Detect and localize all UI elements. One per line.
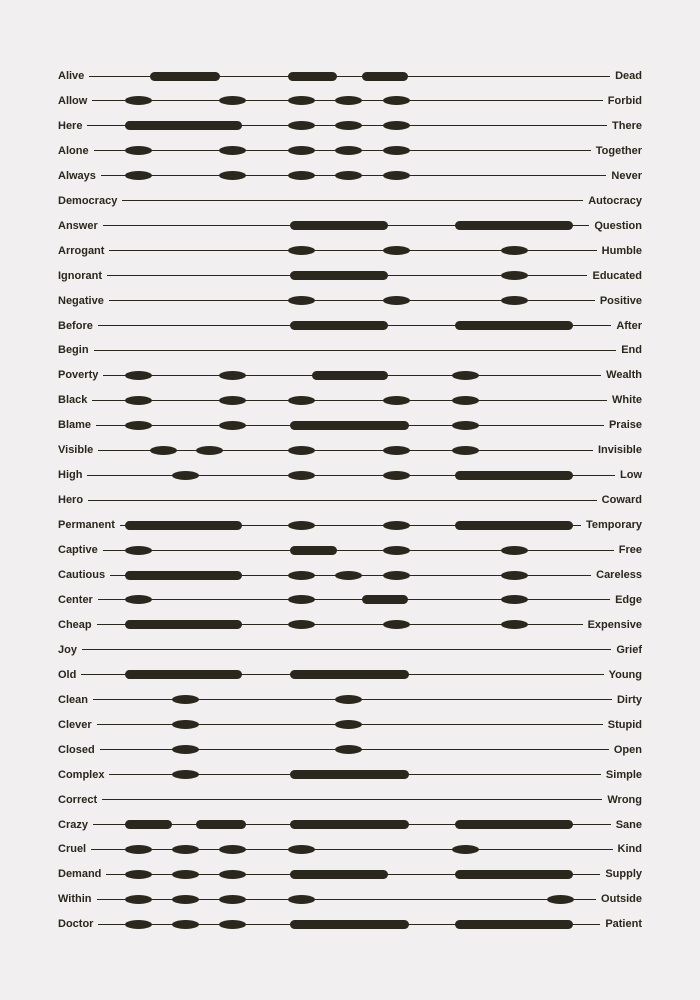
mark (383, 171, 410, 180)
mark (455, 870, 573, 879)
scale-row (58, 342, 642, 358)
right-label: Dead (610, 68, 642, 84)
mark (335, 745, 362, 754)
right-label: Invisible (593, 442, 642, 458)
left-label: Alone (58, 143, 94, 159)
scale-row (58, 318, 642, 334)
mark (125, 521, 242, 530)
mark (219, 920, 246, 929)
mark (219, 96, 246, 105)
mark (455, 920, 573, 929)
left-label: Ignorant (58, 268, 107, 284)
left-label: Visible (58, 442, 98, 458)
mark (196, 446, 223, 455)
mark (290, 321, 388, 330)
scale-row (58, 268, 642, 284)
mark (335, 121, 362, 130)
scale-line (58, 76, 642, 77)
scale-row (58, 243, 642, 259)
mark (383, 121, 410, 130)
scale-row (58, 68, 642, 84)
mark (219, 895, 246, 904)
mark (125, 146, 152, 155)
left-label: Answer (58, 218, 103, 234)
left-label: Closed (58, 742, 100, 758)
left-label: High (58, 467, 87, 483)
mark (290, 546, 337, 555)
right-label: Open (609, 742, 642, 758)
left-label: Clean (58, 692, 93, 708)
right-label: Grief (611, 642, 642, 658)
mark (290, 421, 409, 430)
scale-row (58, 467, 642, 483)
mark (288, 471, 315, 480)
scale-row (58, 742, 642, 758)
left-label: Demand (58, 866, 106, 882)
mark (219, 870, 246, 879)
mark (290, 221, 388, 230)
mark (455, 521, 573, 530)
right-label: White (607, 392, 642, 408)
mark (125, 620, 242, 629)
mark (288, 571, 315, 580)
left-label: Democracy (58, 193, 122, 209)
left-label: Hero (58, 492, 88, 508)
mark (501, 620, 528, 629)
mark (125, 371, 152, 380)
right-label: End (616, 342, 642, 358)
scale-row (58, 417, 642, 433)
scale-row (58, 168, 642, 184)
scale-row (58, 293, 642, 309)
mark (125, 920, 152, 929)
mark (172, 870, 199, 879)
scale-row (58, 367, 642, 383)
left-label: Alive (58, 68, 89, 84)
mark (501, 246, 528, 255)
right-label: Expensive (583, 617, 642, 633)
mark (383, 571, 410, 580)
left-label: Always (58, 168, 101, 184)
mark (288, 620, 315, 629)
mark (125, 571, 242, 580)
mark (288, 446, 315, 455)
mark (172, 770, 199, 779)
right-label: Dirty (612, 692, 642, 708)
right-label: Patient (600, 916, 642, 932)
right-label: Positive (595, 293, 642, 309)
scale-row (58, 717, 642, 733)
left-label: Center (58, 592, 98, 608)
mark (290, 271, 388, 280)
right-label: There (607, 118, 642, 134)
mark (196, 820, 246, 829)
mark (288, 96, 315, 105)
left-label: Blame (58, 417, 96, 433)
mark (383, 471, 410, 480)
scale-row (58, 891, 642, 907)
left-label: Cheap (58, 617, 97, 633)
left-label: Within (58, 891, 97, 907)
mark (150, 72, 220, 81)
mark (125, 820, 172, 829)
mark (335, 171, 362, 180)
left-label: Crazy (58, 817, 93, 833)
mark (383, 521, 410, 530)
mark (290, 820, 409, 829)
scale-row (58, 542, 642, 558)
left-label: Clever (58, 717, 97, 733)
mark (288, 845, 315, 854)
right-label: Free (614, 542, 642, 558)
mark (501, 546, 528, 555)
left-label: Complex (58, 767, 109, 783)
mark (125, 96, 152, 105)
mark (125, 845, 152, 854)
scale-line (58, 649, 642, 650)
mark (125, 121, 242, 130)
mark (172, 895, 199, 904)
mark (452, 371, 479, 380)
mark (362, 595, 409, 604)
mark (362, 72, 409, 81)
scale-row (58, 442, 642, 458)
scale-row (58, 143, 642, 159)
mark (452, 446, 479, 455)
mark (383, 246, 410, 255)
left-label: Arrogant (58, 243, 109, 259)
scale-row (58, 567, 642, 583)
right-label: Stupid (603, 717, 642, 733)
mark (288, 246, 315, 255)
mark (172, 920, 199, 929)
left-label: Old (58, 667, 81, 683)
mark (172, 845, 199, 854)
right-label: Question (589, 218, 642, 234)
mark (383, 620, 410, 629)
mark (290, 920, 409, 929)
scale-line (58, 300, 642, 301)
scale-row (58, 792, 642, 808)
right-label: Temporary (581, 517, 642, 533)
scale-row (58, 617, 642, 633)
mark (455, 321, 573, 330)
scale-row (58, 692, 642, 708)
mark (383, 296, 410, 305)
left-label: Begin (58, 342, 94, 358)
mark (452, 845, 479, 854)
scale-row (58, 118, 642, 134)
scale-line (58, 799, 642, 800)
mark (383, 446, 410, 455)
mark (172, 720, 199, 729)
mark (219, 845, 246, 854)
right-label: Never (606, 168, 642, 184)
mark (125, 546, 152, 555)
right-label: Kind (613, 841, 642, 857)
right-label: Humble (597, 243, 642, 259)
left-label: Before (58, 318, 98, 334)
left-label: Permanent (58, 517, 120, 533)
right-label: Educated (587, 268, 642, 284)
mark (335, 146, 362, 155)
scale-row (58, 392, 642, 408)
right-label: Together (591, 143, 642, 159)
mark (125, 421, 152, 430)
right-label: Outside (596, 891, 642, 907)
mark (288, 396, 315, 405)
mark (335, 695, 362, 704)
scale-row (58, 767, 642, 783)
right-label: Autocracy (583, 193, 642, 209)
mark (335, 571, 362, 580)
left-label: Cautious (58, 567, 110, 583)
mark (288, 895, 315, 904)
mark (172, 695, 199, 704)
mark (383, 396, 410, 405)
mark (455, 221, 573, 230)
mark (125, 670, 242, 679)
mark (501, 271, 528, 280)
scale-row (58, 841, 642, 857)
mark (335, 96, 362, 105)
mark (288, 146, 315, 155)
left-label: Negative (58, 293, 109, 309)
left-label: Cruel (58, 841, 91, 857)
scale-line (58, 350, 642, 351)
left-label: Joy (58, 642, 82, 658)
scale-row (58, 592, 642, 608)
right-label: After (611, 318, 642, 334)
mark (383, 146, 410, 155)
mark (219, 371, 246, 380)
mark (290, 770, 409, 779)
scale-row (58, 916, 642, 932)
right-label: Wealth (601, 367, 642, 383)
left-label: Allow (58, 93, 92, 109)
right-label: Careless (591, 567, 642, 583)
mark (125, 895, 152, 904)
mark (219, 421, 246, 430)
mark (288, 171, 315, 180)
right-label: Coward (597, 492, 642, 508)
right-label: Wrong (602, 792, 642, 808)
mark (547, 895, 574, 904)
mark (455, 820, 573, 829)
right-label: Praise (604, 417, 642, 433)
mark (501, 296, 528, 305)
mark (288, 296, 315, 305)
scale-row (58, 642, 642, 658)
mark (150, 446, 177, 455)
mark (335, 720, 362, 729)
mark (288, 72, 337, 81)
mark (172, 471, 199, 480)
mark (172, 745, 199, 754)
mark (125, 171, 152, 180)
mark (125, 396, 152, 405)
mark (290, 870, 388, 879)
scale-row (58, 866, 642, 882)
scale-line (58, 250, 642, 251)
right-label: Forbid (603, 93, 642, 109)
scale-row (58, 667, 642, 683)
mark (290, 670, 409, 679)
mark (383, 546, 410, 555)
mark (288, 521, 315, 530)
left-label: Captive (58, 542, 103, 558)
right-label: Low (615, 467, 642, 483)
left-label: Black (58, 392, 92, 408)
scale-row (58, 517, 642, 533)
mark (452, 396, 479, 405)
mark (288, 121, 315, 130)
mark (219, 171, 246, 180)
mark (219, 146, 246, 155)
mark (383, 96, 410, 105)
mark (455, 471, 573, 480)
mark (501, 571, 528, 580)
left-label: Poverty (58, 367, 103, 383)
mark (125, 595, 152, 604)
mark (312, 371, 388, 380)
scale-row (58, 817, 642, 833)
right-label: Sane (611, 817, 642, 833)
left-label: Here (58, 118, 87, 134)
mark (125, 870, 152, 879)
mark (501, 595, 528, 604)
scale-row (58, 193, 642, 209)
mark (219, 396, 246, 405)
mark (452, 421, 479, 430)
left-label: Doctor (58, 916, 98, 932)
scale-row (58, 218, 642, 234)
scale-row (58, 492, 642, 508)
right-label: Supply (600, 866, 642, 882)
scale-row (58, 93, 642, 109)
scale-line (58, 200, 642, 201)
right-label: Young (604, 667, 642, 683)
right-label: Edge (610, 592, 642, 608)
mark (288, 595, 315, 604)
left-label: Correct (58, 792, 102, 808)
scale-line (58, 500, 642, 501)
scale-line (58, 450, 642, 451)
right-label: Simple (601, 767, 642, 783)
